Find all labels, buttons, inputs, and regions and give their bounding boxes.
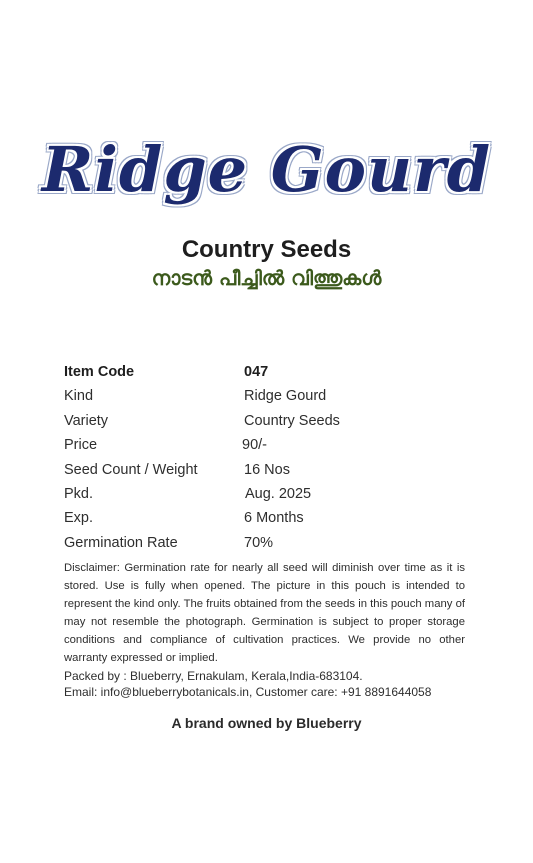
spec-row-germination-rate [64,531,484,555]
spec-label: Kind [64,388,94,405]
product-subtitle: Country Seeds [181,236,352,263]
spec-label: Germination Rate [64,534,178,551]
spec-value: 16 Nos [244,461,290,478]
spec-row-expiry [64,506,484,530]
spec-row-packed-date [64,482,484,506]
spec-row-seed-count [64,458,484,482]
spec-value: 6 Months [244,510,304,527]
product-title: Ridge Gourd [41,133,492,206]
spec-row-price [64,433,484,457]
spec-label: Seed Count / Weight [64,461,198,478]
packed-by-text: Packed by : Blueberry, Ernakulam, Kerala,India-683104. [64,669,363,683]
spec-value: 90/- [242,437,267,454]
spec-row-item-code [64,360,484,384]
spec-label: Item Code [64,364,135,380]
spec-table [64,360,484,555]
disclaimer-text: Disclaimer: Germination rate for nearly all seed will diminish over time as it is stored. Use is fully when opened. The picture in this pouch is intended to represent the kind only. The fruits obtained from the seeds in this pouch many of may not resemble the photograph. Germination is subject to proper storage conditions and compliance of cultivation practices. We provide no other warranty expressed or implied. [64,562,465,664]
spec-value: Aug. 2025 [245,485,312,502]
contact-text: Email: info@blueberrybotanicals.in, Customer care: +91 8891644058 [64,685,432,699]
spec-value: 047 [244,364,269,380]
spec-value: 70% [244,534,274,551]
spec-row-variety [64,409,484,433]
spec-value: Ridge Gourd [244,388,327,405]
spec-label: Variety [64,412,109,429]
spec-row-kind [64,384,484,408]
spec-label: Exp. [64,510,94,527]
brand-line: A brand owned by Blueberry [171,715,362,731]
product-subtitle-malayalam: നാടൻ പീച്ചിൽ വിത്തുകൾ [151,266,382,290]
spec-label: Price [64,437,98,454]
spec-value: Country Seeds [244,412,340,429]
spec-label: Pkd. [64,485,94,502]
